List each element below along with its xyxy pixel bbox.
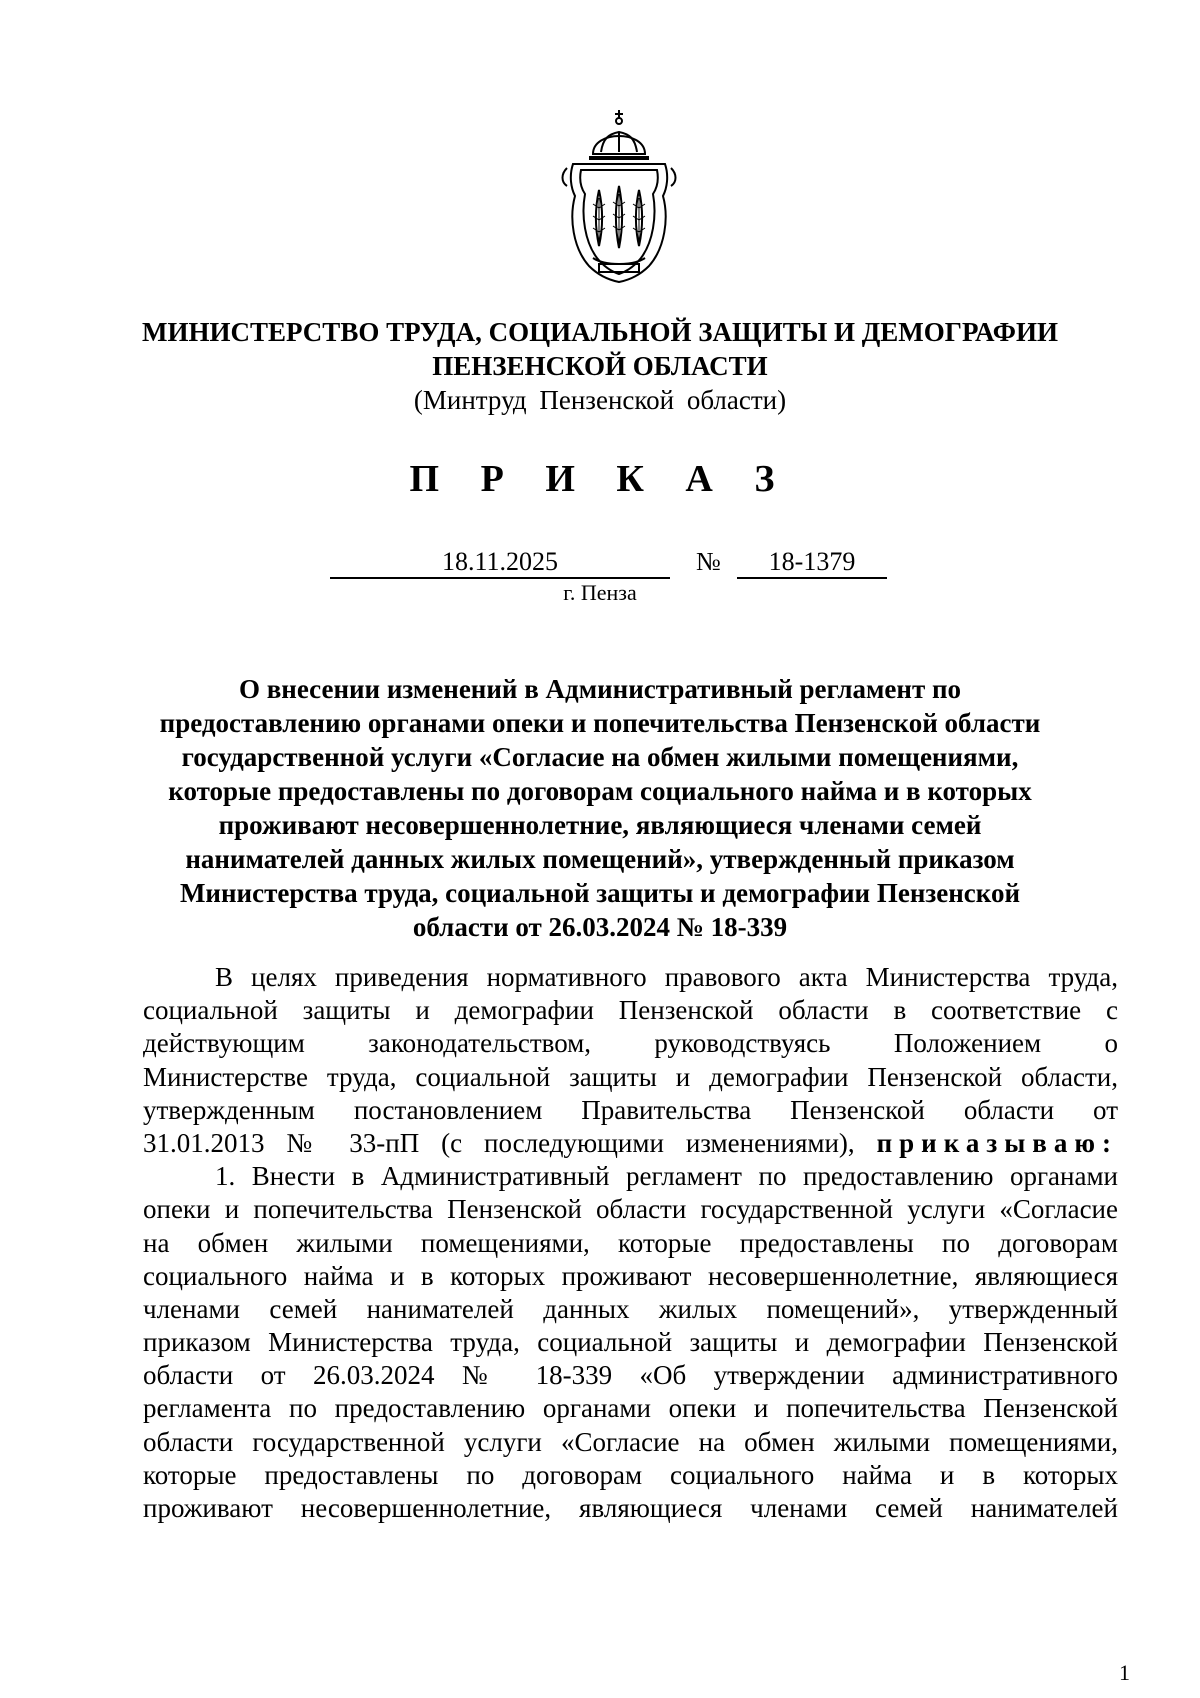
page-number: 1: [1119, 1660, 1130, 1685]
document-city: г. Пенза: [563, 580, 637, 605]
body-line: Министерстве труда, социальной защиты и демографии Пензенской области,: [143, 1061, 1118, 1092]
title-line: предоставлению органами опеки и попечительства Пензенской области: [159, 708, 1041, 738]
body-line: утвержденным постановлением Правительства Пензенской области от: [143, 1094, 1118, 1125]
body-line: опеки и попечительства Пензенской области государственной услуги «Согласие: [143, 1194, 1118, 1225]
body-line: которые предоставлены по договорам социального найма и в которых: [143, 1459, 1118, 1490]
title-line: проживают несовершеннолетние, являющиеся членами семей: [218, 810, 982, 840]
title-line: области от 26.03.2024 № 18-339: [412, 912, 788, 942]
number-sign: №: [696, 547, 721, 576]
body-line-text: 31.01.2013 № 33-пП (с последующими изменениями),: [143, 1127, 877, 1158]
body-line: социальной защиты и демографии Пензенской области в соответствие с: [143, 995, 1118, 1026]
organization-short-name: (Минтруд Пензенской области): [413, 385, 787, 415]
body-line: социального найма и в которых проживают несовершеннолетние, являющиеся: [143, 1260, 1118, 1291]
order-word: приказываю:: [876, 1127, 1118, 1158]
title-line: нанимателей данных жилых помещений», утвержденный приказом: [185, 844, 1015, 874]
document-number: 18-1379: [737, 547, 887, 579]
body-line: регламента по предоставлению органами опеки и попечительства Пензенской: [143, 1393, 1118, 1424]
body-line: области от 26.03.2024 № 18-339 «Об утверждении административного: [143, 1360, 1118, 1391]
body-line: 1. Внести в Административный регламент по предоставлению органами: [215, 1161, 1118, 1192]
organization-name-line-2: ПЕНЗЕНСКОЙ ОБЛАСТИ: [432, 351, 768, 381]
title-line: государственной услуги «Согласие на обмен жилыми помещениями,: [181, 742, 1019, 772]
title-line: которые предоставлены по договорам социального найма и в которых: [168, 776, 1032, 806]
coat-of-arms-icon: [559, 108, 679, 283]
body-line: действующим законодательством, руководствуясь Положением о: [143, 1028, 1118, 1059]
title-line: Министерства труда, социальной защиты и демографии Пензенской: [179, 878, 1021, 908]
document-date: 18.11.2025: [330, 547, 670, 579]
title-line: О внесении изменений в Административный регламент по: [238, 674, 962, 704]
body-line: членами семей нанимателей данных жилых помещений», утвержденный: [143, 1293, 1118, 1324]
organization-name-line-1: МИНИСТЕРСТВО ТРУДА, СОЦИАЛЬНОЙ ЗАЩИТЫ И ДЕМОГРАФИИ: [141, 317, 1058, 347]
body-line: приказом Министерства труда, социальной защиты и демографии Пензенской: [143, 1327, 1118, 1358]
body-line: проживают несовершеннолетние, являющиеся членами семей нанимателей: [143, 1493, 1118, 1523]
organization-header: [60, 315, 1140, 417]
document-body: [143, 961, 1118, 1525]
body-line: области государственной услуги «Согласие на обмен жилыми помещениями,: [143, 1426, 1118, 1457]
body-line-with-order-word: [143, 1127, 1118, 1160]
document-type: П Р И К А З: [409, 458, 791, 500]
body-line: В целях приведения нормативного правового акта Министерства труда,: [215, 962, 1118, 992]
body-line: на обмен жилыми помещениями, которые предоставлены по договорам: [143, 1227, 1118, 1258]
document-title: [90, 672, 1110, 944]
